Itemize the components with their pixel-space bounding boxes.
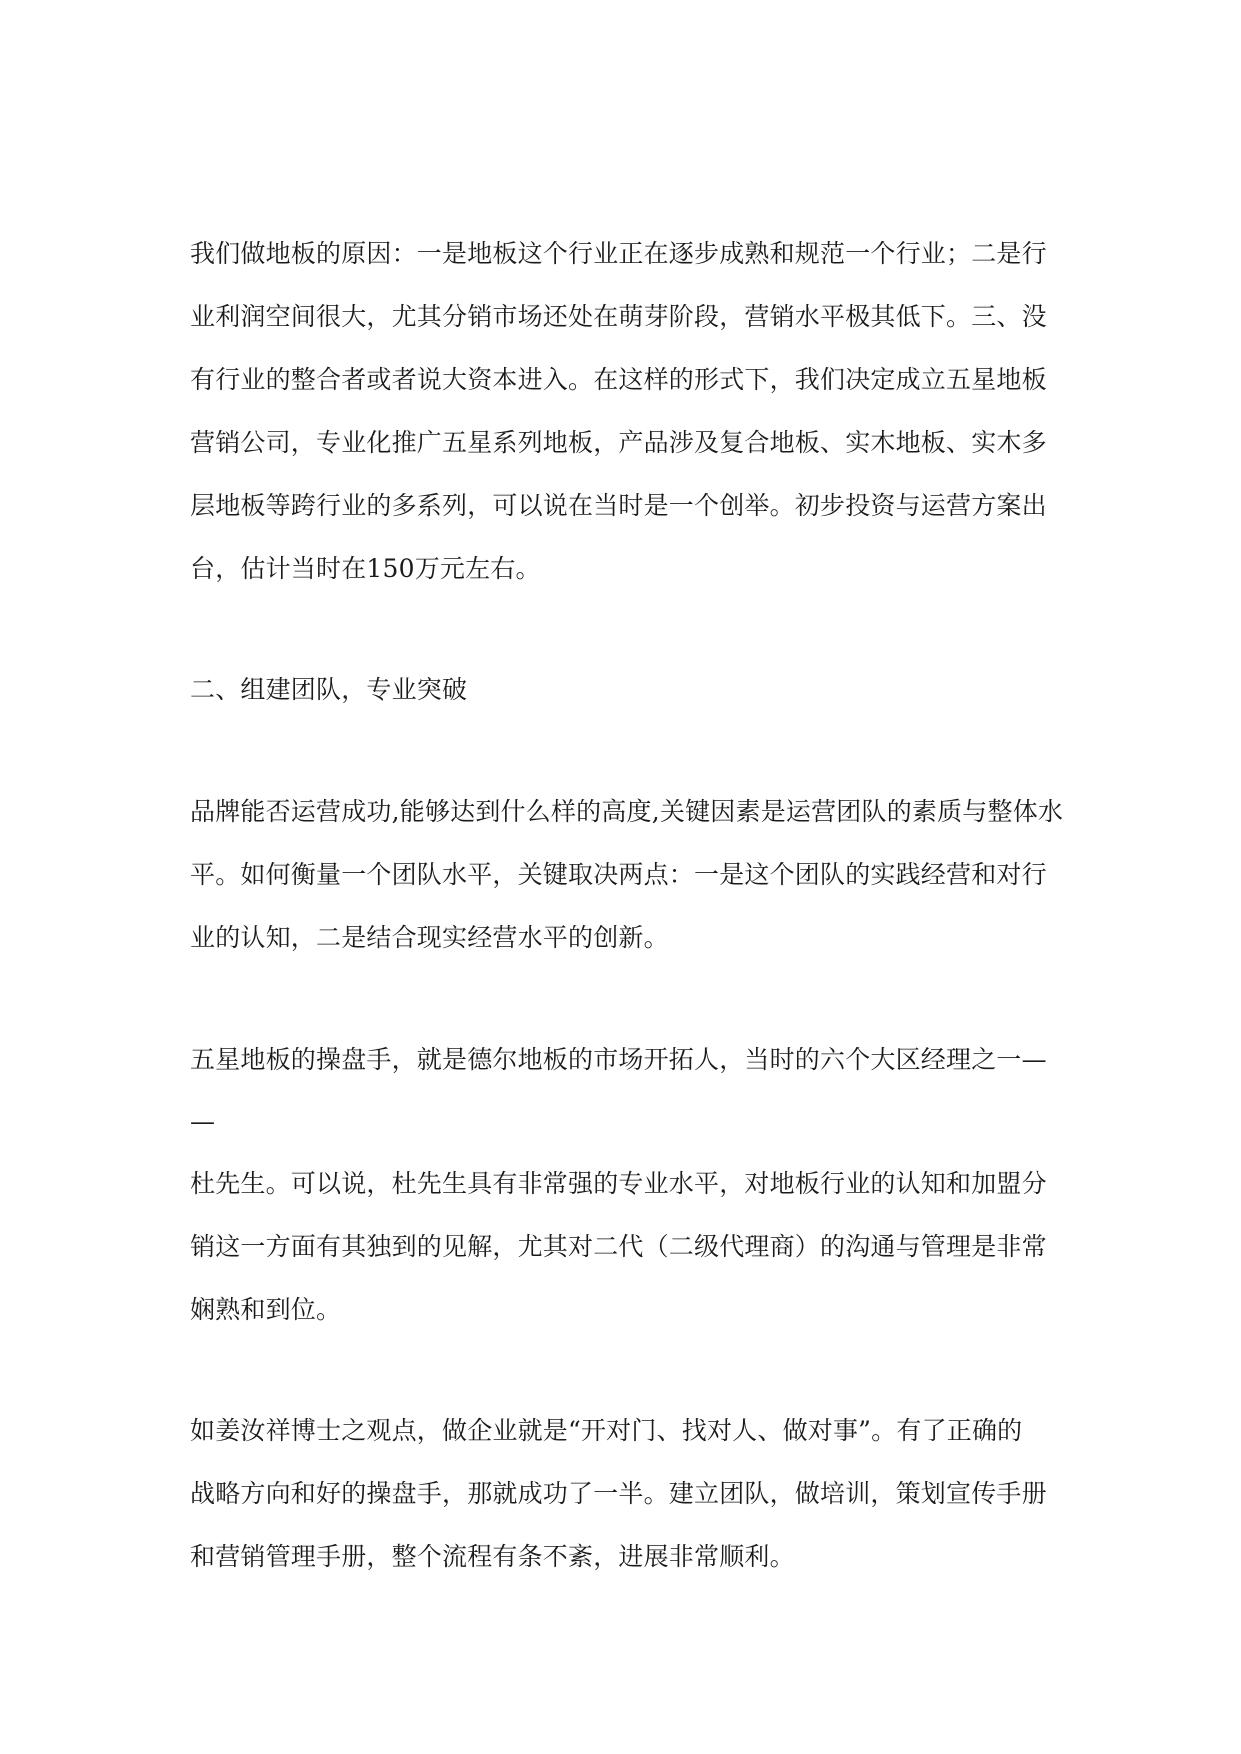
paragraph-1-line-4: 营销公司，专业化推广五星系列地板，产品涉及复合地板、实木地板、实木多 — [190, 428, 1047, 457]
section-heading: 二、组建团队，专业突破 — [190, 675, 468, 704]
paragraph-1-line-6: 台，估计当时在150万元左右。 — [190, 554, 541, 583]
paragraph-2-line-3: 业的认知，二是结合现实经营水平的创新。 — [190, 923, 669, 952]
paragraph-4-line-1: 如姜汝祥博士之观点，做企业就是“开对门、找对人、做对事”。有了正确的 — [190, 1416, 1023, 1445]
paragraph-4-line-2: 战略方向和好的操盘手，那就成功了一半。建立团队，做培训，策划宣传手册 — [190, 1479, 1047, 1508]
paragraph-1-line-1: 我们做地板的原因：一是地板这个行业正在逐步成熟和规范一个行业；二是行 — [190, 239, 1047, 268]
paragraph-1-line-5: 层地板等跨行业的多系列，可以说在当时是一个创举。初步投资与运营方案出 — [190, 491, 1047, 520]
paragraph-2-line-2: 平。如何衡量一个团队水平，关键取决两点：一是这个团队的实践经营和对行 — [190, 860, 1047, 889]
paragraph-1-line-2: 业利润空间很大，尤其分销市场还处在萌芽阶段，营销水平极其低下。三、没 — [190, 302, 1047, 331]
paragraph-1-line-3: 有行业的整合者或者说大资本进入。在这样的形式下，我们决定成立五星地板 — [190, 365, 1047, 394]
paragraph-3-line-4: 销这一方面有其独到的见解，尤其对二代（二级代理商）的沟通与管理是非常 — [190, 1232, 1047, 1261]
paragraph-3-line-2: — — [190, 1107, 216, 1136]
paragraph-3-line-1: 五星地板的操盘手，就是德尔地板的市场开拓人，当时的六个大区经理之一— — [190, 1045, 1047, 1074]
paragraph-2-line-1: 品牌能否运营成功,能够达到什么样的高度,关键因素是运营团队的素质与整体水 — [190, 797, 1064, 826]
paragraph-3-line-3: 杜先生。可以说，杜先生具有非常强的专业水平，对地板行业的认知和加盟分 — [190, 1169, 1047, 1198]
paragraph-4-line-3: 和营销管理手册，整个流程有条不紊，进展非常顺利。 — [190, 1542, 795, 1571]
paragraph-3-line-5: 娴熟和到位。 — [190, 1295, 342, 1324]
